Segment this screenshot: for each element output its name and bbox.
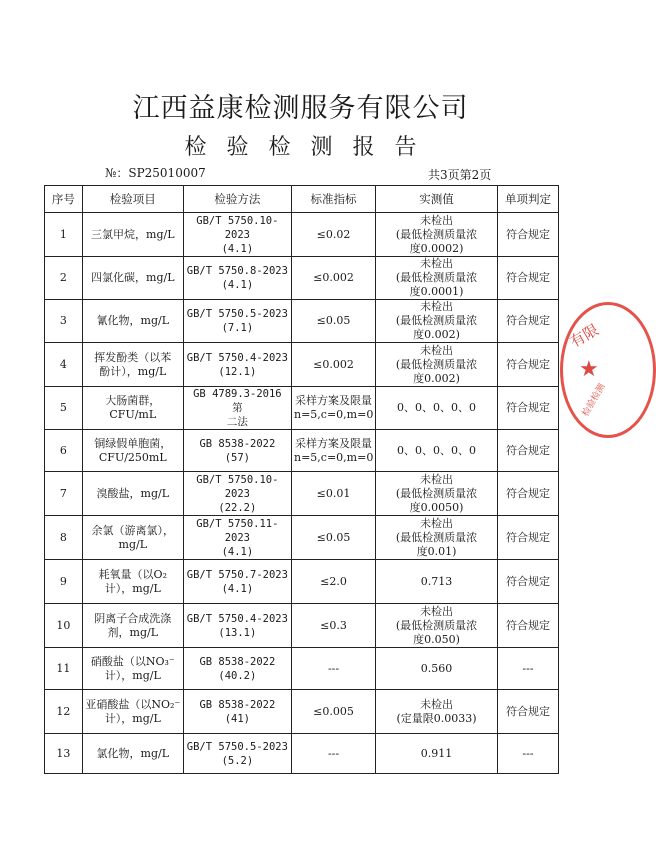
cell-method: GB/T 5750.11-2023 (4.1) [183,516,291,560]
cell-value: 未检出 (定量限0.0033) [376,690,498,734]
table-row [45,690,559,734]
cell-value: 0、0、0、0、0 [376,430,498,472]
cell-method: GB/T 5750.4-2023 (13.1) [183,604,291,648]
cell-item: 硝酸盐（以NO₃⁻ 计），mg/L [82,648,183,690]
table-body [45,213,559,774]
cell-judgement: 符合规定 [498,472,559,516]
column-header: 序号 [45,186,83,213]
cell-item: 耗氧量（以O₂ 计），mg/L [82,560,183,604]
cell-method: GB/T 5750.5-2023 (7.1) [183,300,291,343]
cell-no: 7 [45,472,83,516]
cell-no: 1 [45,213,83,257]
column-header: 检验项目 [82,186,183,213]
cell-no: 2 [45,257,83,300]
cell-item: 亚硝酸盐（以NO₂⁻ 计），mg/L [82,690,183,734]
official-seal-stamp: 有限 ★ 检验检测 [560,302,656,438]
cell-no: 3 [45,300,83,343]
cell-judgement: 符合规定 [498,300,559,343]
cell-method: GB 8538-2022 (41) [183,690,291,734]
column-header: 实测值 [376,186,498,213]
cell-standard: --- [292,734,376,774]
cell-judgement: 符合规定 [498,213,559,257]
cell-standard: ≤0.3 [292,604,376,648]
cell-method: GB/T 5750.5-2023 (5.2) [183,734,291,774]
cell-judgement: --- [498,734,559,774]
cell-judgement: --- [498,648,559,690]
cell-item: 铜绿假单胞菌， CFU/250mL [82,430,183,472]
cell-standard: ≤2.0 [292,560,376,604]
table-row [45,213,559,257]
report-number: №：SP25010007 [105,166,206,180]
cell-item: 四氯化碳，mg/L [82,257,183,300]
cell-item: 大肠菌群， CFU/mL [82,387,183,430]
cell-standard: ≤0.05 [292,300,376,343]
cell-no: 9 [45,560,83,604]
cell-standard: ≤0.02 [292,213,376,257]
cell-value: 未检出 (最低检测质量浓 度0.0001) [376,257,498,300]
table-row [45,430,559,472]
cell-value: 未检出 (最低检测质量浓 度0.01) [376,516,498,560]
cell-standard: --- [292,648,376,690]
cell-value: 未检出 (最低检测质量浓 度0.002) [376,300,498,343]
cell-standard: ≤0.01 [292,472,376,516]
table-row [45,734,559,774]
cell-value: 0.560 [376,648,498,690]
column-header: 标准指标 [292,186,376,213]
cell-value: 未检出 (最低检测质量浓 度0.002) [376,343,498,387]
cell-value: 0.713 [376,560,498,604]
cell-no: 12 [45,690,83,734]
cell-no: 10 [45,604,83,648]
cell-item: 挥发酚类（以苯 酚计），mg/L [82,343,183,387]
cell-standard: ≤0.005 [292,690,376,734]
cell-no: 13 [45,734,83,774]
cell-judgement: 符合规定 [498,257,559,300]
cell-no: 11 [45,648,83,690]
column-header: 单项判定 [498,186,559,213]
cell-standard: 采样方案及限量 n=5,c=0,m=0 [292,387,376,430]
cell-value: 未检出 (最低检测质量浓 度0.050) [376,604,498,648]
cell-value: 未检出 (最低检测质量浓 度0.0050) [376,472,498,516]
table-row [45,257,559,300]
report-title: 检验检测报告 [184,135,437,160]
cell-no: 6 [45,430,83,472]
cell-method: GB/T 5750.10-2023 (22.2) [183,472,291,516]
company-name: 江西益康检测服务有限公司 [132,93,469,124]
cell-value: 0.911 [376,734,498,774]
cell-value: 0、0、0、0、0 [376,387,498,430]
table-row [45,300,559,343]
table-row [45,387,559,430]
cell-judgement: 符合规定 [498,604,559,648]
cell-judgement: 符合规定 [498,387,559,430]
cell-standard: ≤0.05 [292,516,376,560]
page-info: 共3页第2页 [428,168,492,182]
cell-method: GB 8538-2022 (57) [183,430,291,472]
cell-item: 三氯甲烷，mg/L [82,213,183,257]
cell-standard: 采样方案及限量 n=5,c=0,m=0 [292,430,376,472]
table-header-row [45,186,559,213]
table-row [45,472,559,516]
cell-method: GB 8538-2022 (40.2) [183,648,291,690]
cell-no: 8 [45,516,83,560]
cell-standard: ≤0.002 [292,343,376,387]
cell-method: GB/T 5750.7-2023 (4.1) [183,560,291,604]
cell-method: GB/T 5750.10-2023 (4.1) [183,213,291,257]
table-row [45,604,559,648]
cell-item: 氰化物，mg/L [82,300,183,343]
cell-item: 余氯（游离氯）， mg/L [82,516,183,560]
cell-judgement: 符合规定 [498,430,559,472]
cell-method: GB/T 5750.8-2023 (4.1) [183,257,291,300]
table-row [45,560,559,604]
cell-judgement: 符合规定 [498,560,559,604]
cell-method: GB 4789.3-2016 第 二法 [183,387,291,430]
cell-judgement: 符合规定 [498,343,559,387]
cell-judgement: 符合规定 [498,516,559,560]
cell-judgement: 符合规定 [498,690,559,734]
cell-no: 4 [45,343,83,387]
results-table [44,185,559,774]
table-row [45,343,559,387]
table-row [45,648,559,690]
cell-item: 阴离子合成洗涤 剂，mg/L [82,604,183,648]
cell-item: 氯化物，mg/L [82,734,183,774]
cell-no: 5 [45,387,83,430]
cell-method: GB/T 5750.4-2023 (12.1) [183,343,291,387]
cell-value: 未检出 (最低检测质量浓 度0.0002) [376,213,498,257]
cell-item: 溴酸盐，mg/L [82,472,183,516]
column-header: 检验方法 [183,186,291,213]
table-row [45,516,559,560]
cell-standard: ≤0.002 [292,257,376,300]
